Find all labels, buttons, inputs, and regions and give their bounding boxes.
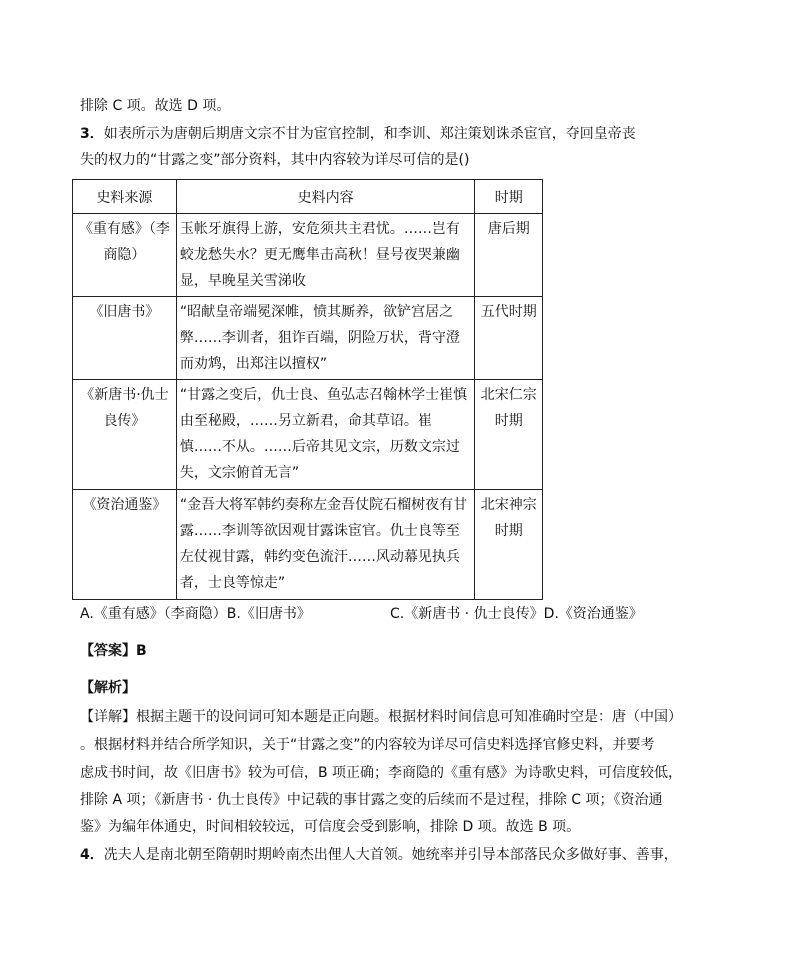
analysis-heading: 【解析】 xyxy=(80,680,136,696)
question-3-line2: 失的权力的“甘露之变”部分资料，其中内容较为详尽可信的是() xyxy=(80,152,470,168)
question-4-number: 4． xyxy=(80,847,104,863)
option-a[interactable]: A.《重有感》（李商隐） xyxy=(80,606,227,622)
row-period: 五代时期 xyxy=(475,297,543,380)
row-period: 北宋仁宗时期 xyxy=(475,380,543,490)
question-3-line1 xyxy=(80,124,636,144)
header-source: 史料来源 xyxy=(73,180,177,214)
row-content: “甘露之变后，仇士良、鱼弘志召翰林学士崔慎由至秘殿，……另立新君，命其草诏。崔慎……不从。……后帝其见文宗，历数文宗过失，文宗俯首无言” xyxy=(176,380,475,490)
analysis-text-1: 根据主题干的设问词可知本题是正向题。根据材料时间信息可知准确时空是：唐（中国） xyxy=(136,709,682,725)
intro-line: 排除 C 项。故选 D 项。 xyxy=(80,98,231,114)
row-source: 《资治通鉴》 xyxy=(73,490,177,600)
row-content: “金吾大将军韩约奏称左金吾仗院石榴树夜有甘露……李训等欲因观甘露诛宦官。仇士良等至左仗视甘露，韩约变色流汗……风动幕见执兵者，士良等惊走” xyxy=(176,490,475,600)
row-source: 《新唐书·仇士良传》 xyxy=(73,380,177,490)
analysis-line-3: 虑成书时间，故《旧唐书》较为可信，B 项正确；李商隐的《重有感》为诗歌史料，可信度较低， xyxy=(80,765,683,781)
row-content: 玉帐牙旗得上游，安危须共主君忧。……岂有蛟龙愁失水？更无鹰隼击高秋！昼号夜哭兼幽显，早晚星关雪涕收 xyxy=(176,214,475,297)
analysis-line-5: 鉴》为编年体通史，时间相较较远，可信度会受到影响，排除 D 项。故选 B 项。 xyxy=(80,819,581,835)
source-table xyxy=(72,179,543,600)
question-number: 3． xyxy=(80,126,104,142)
answer-value: B xyxy=(136,643,147,659)
analysis-line-4: 排除 A 项；《新唐书 · 仇士良传》中记载的事甘露之变的后续而不是过程，排除 C 项；《资治通 xyxy=(80,792,663,808)
table-row xyxy=(73,380,543,490)
table-row xyxy=(73,214,543,297)
option-d[interactable]: D.《资治通鉴》 xyxy=(543,606,643,622)
analysis-line-1 xyxy=(80,707,682,727)
options-row xyxy=(80,604,311,624)
analysis-line-2: 。根据材料并结合所学知识，关于“甘露之变”的内容较为详尽可信史料选择官修史料，并要考 xyxy=(80,737,655,753)
option-c[interactable]: C.《新唐书 · 仇士良传》 xyxy=(390,606,544,622)
table-row xyxy=(73,297,543,380)
row-content: “昭献皇帝端冕深帷，愤其厮养，欲铲宫居之弊……李训者，狙诈百端，阴险万状，背守澄而劝鸩，出郑注以擅权” xyxy=(176,297,475,380)
detail-label: 【详解】 xyxy=(80,709,136,725)
analysis-label xyxy=(80,678,136,698)
table-row xyxy=(73,490,543,600)
row-source: 《重有感》（李商隐） xyxy=(73,214,177,297)
options-row-2 xyxy=(390,604,643,624)
row-source: 《旧唐书》 xyxy=(73,297,177,380)
answer-line xyxy=(80,641,147,661)
question-text-1: 如表所示为唐朝后期唐文宗不甘为宦官控制，和李训、郑注策划诛杀宦官，夺回皇帝丧 xyxy=(103,126,636,142)
answer-label: 【答案】 xyxy=(80,643,136,659)
row-period: 北宋神宗时期 xyxy=(475,490,543,600)
option-b[interactable]: B.《旧唐书》 xyxy=(226,606,311,622)
question-4-line xyxy=(80,845,678,865)
header-content: 史料内容 xyxy=(176,180,475,214)
table-header-row xyxy=(73,180,543,214)
header-period: 时期 xyxy=(475,180,543,214)
question-4-text: 冼夫人是南北朝至隋朝时期岭南杰出俚人大首领。她统率并引导本部落民众多做好事、善事， xyxy=(103,847,678,863)
row-period: 唐后期 xyxy=(475,214,543,297)
